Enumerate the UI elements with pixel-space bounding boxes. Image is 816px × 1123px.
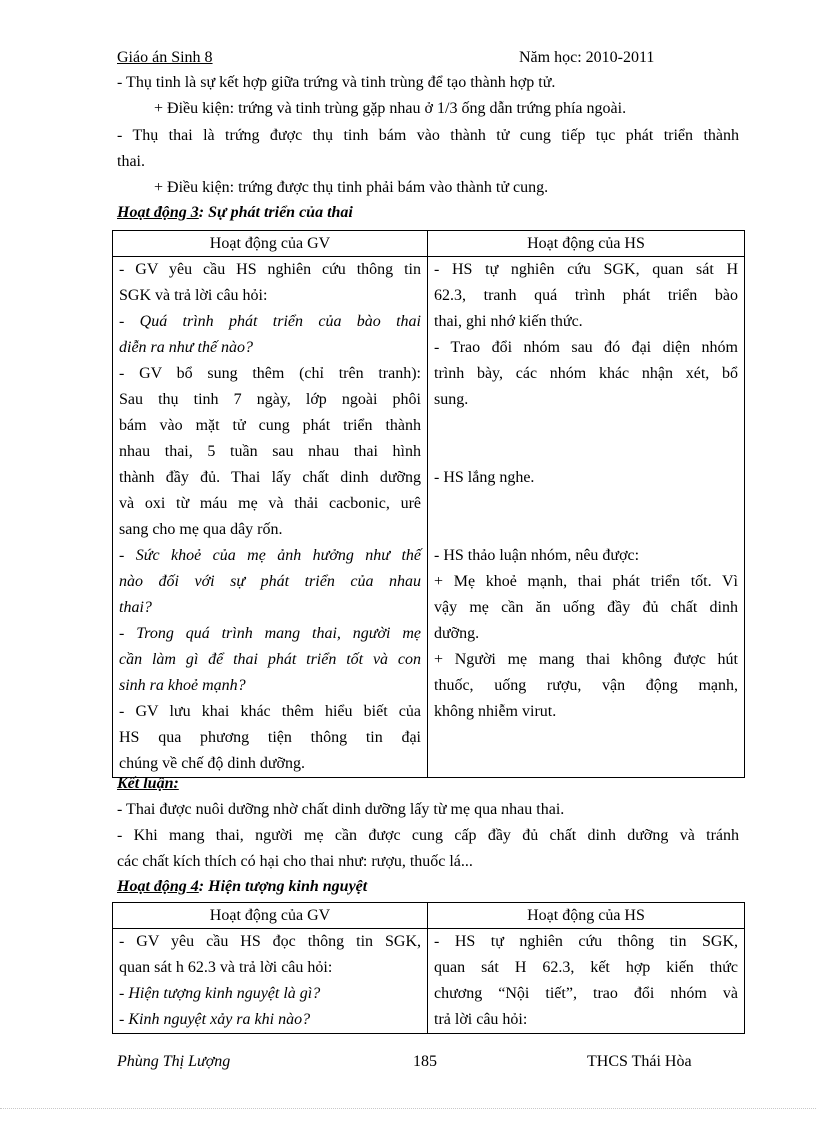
- conclusion-title: Kết luận:: [117, 775, 179, 792]
- hs-column: [428, 929, 745, 1034]
- page-bottom-divider: [0, 1108, 816, 1109]
- gv-line: HS qua phương tiện thông tin đại: [119, 729, 421, 746]
- footer-school: THCS Thái Hòa: [587, 1053, 692, 1070]
- gv-column: [113, 257, 428, 778]
- gv-question: cần làm gì để thai phát triển tốt và con: [119, 651, 421, 668]
- hs-line: sung.: [434, 391, 469, 408]
- gv-line: Sau thụ tinh 7 ngày, lớp ngoài phôi: [119, 391, 421, 408]
- intro-line-3: - Thụ thai là trứng được thụ tinh bám vào thành tử cung tiếp tục phát triển thành: [117, 127, 739, 144]
- hs-line: + Mẹ khoẻ mạnh, thai phát triển tốt. Vì: [434, 573, 738, 590]
- gv-line: và oxi từ máu mẹ và thải cacbonic, urê: [119, 495, 421, 512]
- table-row: [113, 257, 745, 778]
- intro-line-1: - Thụ tinh là sự kết hợp giữa trứng và tinh trùng để tạo thành hợp tử.: [117, 74, 556, 91]
- gv-question: nào đối với sự phát triển của nhau: [119, 573, 421, 590]
- hs-line-blank: [434, 413, 738, 439]
- activity4-table: [112, 902, 745, 1034]
- hs-line: - HS tự nghiên cứu thông tin SGK,: [434, 933, 738, 950]
- gv-question: sinh ra khoẻ mạnh?: [119, 677, 246, 694]
- activity4-heading-title: : Hiện tượng kinh nguyệt: [198, 878, 368, 895]
- gv-line: chúng về chế độ dinh dưỡng.: [119, 755, 305, 772]
- hs-line: - HS lắng nghe.: [434, 469, 535, 486]
- hs-column: [428, 257, 745, 778]
- gv-question: thai?: [119, 599, 152, 616]
- hs-line: quan sát H 62.3, kết hợp kiến thức: [434, 959, 738, 976]
- hs-line: thai, ghi nhớ kiến thức.: [434, 313, 583, 330]
- gv-line: bám vào mặt tử cung phát triển thành: [119, 417, 421, 434]
- table-row: [113, 929, 745, 1034]
- hs-line-blank: [434, 439, 738, 465]
- gv-question: diễn ra như thế nào?: [119, 339, 254, 356]
- header-gv: Hoạt động của GV: [113, 231, 428, 257]
- activity3-heading-number: Hoạt động 3: [117, 204, 199, 221]
- hs-line: không nhiễm virut.: [434, 703, 557, 720]
- gv-line: - GV yêu cầu HS nghiên cứu thông tin: [119, 261, 421, 278]
- footer-author: Phùng Thị Lượng: [117, 1053, 231, 1070]
- intro-line-4: thai.: [117, 153, 145, 170]
- gv-line: - GV lưu khai khác thêm hiểu biết của: [119, 703, 421, 720]
- activity3-heading: [117, 204, 353, 222]
- hs-line: trả lời câu hỏi:: [434, 1011, 528, 1028]
- conclusion-heading: [117, 775, 179, 793]
- hs-line: chương “Nội tiết”, trao đổi nhóm và: [434, 985, 738, 1002]
- gv-question: - Trong quá trình mang thai, người mẹ: [119, 625, 421, 642]
- hs-line: thuốc, uống rượu, vận động mạnh,: [434, 677, 738, 694]
- hs-line: - Trao đổi nhóm sau đó đại diện nhóm: [434, 339, 738, 356]
- table-header-row: [113, 903, 745, 929]
- hs-line: - HS thảo luận nhóm, nêu được:: [434, 547, 640, 564]
- hs-line: vậy mẹ cần ăn uống đầy đủ chất dinh: [434, 599, 738, 616]
- gv-question: - Sức khoẻ của mẹ ảnh hưởng như thế: [119, 547, 421, 564]
- gv-line: - GV yêu cầu HS đọc thông tin SGK,: [119, 933, 421, 950]
- hs-line-blank: [434, 517, 738, 543]
- activity4-heading: [117, 878, 367, 896]
- footer-page-number: 185: [413, 1053, 437, 1070]
- gv-line: SGK và trả lời câu hỏi:: [119, 287, 268, 304]
- hs-line: 62.3, tranh quá trình phát triển bào: [434, 287, 738, 304]
- gv-line: sang cho mẹ qua dây rốn.: [119, 521, 283, 538]
- intro-line-5: + Điều kiện: trứng được thụ tinh phải bám vào thành tử cung.: [154, 179, 549, 196]
- gv-question: - Hiện tượng kinh nguyệt là gì?: [119, 985, 321, 1002]
- hs-line: - HS tự nghiên cứu SGK, quan sát H: [434, 261, 738, 278]
- conclusion-line-1: - Thai được nuôi dưỡng nhờ chất dinh dưỡng lấy từ mẹ qua nhau thai.: [117, 801, 565, 818]
- page-header: [117, 49, 717, 71]
- header-hs: Hoạt động của HS: [428, 903, 745, 929]
- activity4-heading-number: Hoạt động 4: [117, 878, 199, 895]
- header-subject: Giáo án Sinh 8: [117, 49, 213, 66]
- hs-line-blank: [434, 491, 738, 517]
- hs-line: dưỡng.: [434, 625, 480, 642]
- gv-line: quan sát h 62.3 và trả lời câu hỏi:: [119, 959, 333, 976]
- gv-column: [113, 929, 428, 1034]
- activity3-heading-title: : Sự phát triển của thai: [198, 204, 353, 221]
- header-hs: Hoạt động của HS: [428, 231, 745, 257]
- gv-question: - Quá trình phát triển của bào thai: [119, 313, 421, 330]
- intro-line-2: + Điều kiện: trứng và tinh trùng gặp nhau ở 1/3 ống dẫn trứng phía ngoài.: [154, 100, 627, 117]
- conclusion-line-3: các chất kích thích có hại cho thai như: rượu, thuốc lá...: [117, 853, 473, 870]
- gv-line: nhau thai, 5 tuần sau nhau thai hình: [119, 443, 421, 460]
- gv-line: - GV bổ sung thêm (chỉ trên tranh):: [119, 365, 421, 382]
- table-header-row: [113, 231, 745, 257]
- header-school-year: Năm học: 2010-2011: [519, 49, 655, 66]
- activity3-table: [112, 230, 745, 778]
- hs-line: trình bày, các nhóm khác nhận xét, bổ: [434, 365, 738, 382]
- hs-line: + Người mẹ mang thai không được hút: [434, 651, 738, 668]
- gv-question: - Kinh nguyệt xảy ra khi nào?: [119, 1011, 311, 1028]
- header-gv: Hoạt động của GV: [113, 903, 428, 929]
- conclusion-line-2: - Khi mang thai, người mẹ cần được cung cấp đầy đủ chất dinh dưỡng và tránh: [117, 827, 739, 844]
- gv-line: thành đầy đủ. Thai lấy chất dinh dưỡng: [119, 469, 421, 486]
